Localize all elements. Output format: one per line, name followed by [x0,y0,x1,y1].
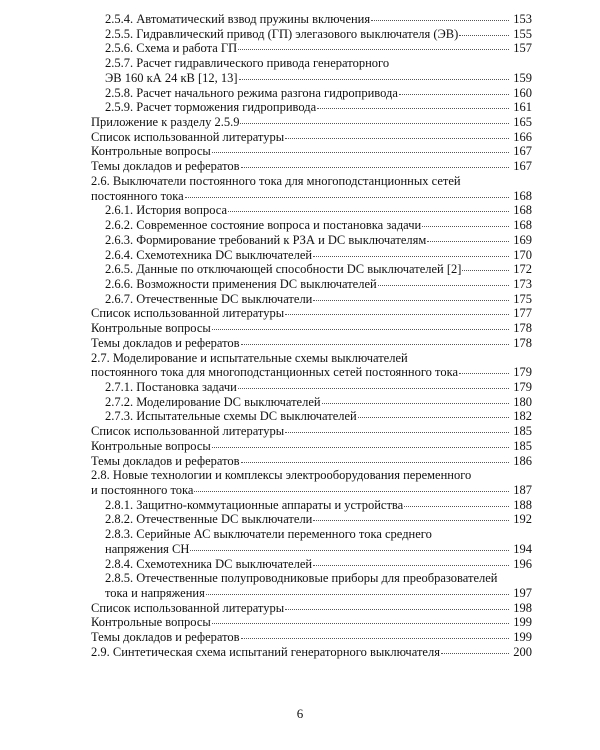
dot-leader [462,270,509,271]
toc-page-number: 160 [513,85,532,100]
dot-leader [212,329,509,330]
toc-page-number: 178 [513,335,532,350]
toc-entry-title: Темы докладов и рефератов [91,159,240,174]
toc-page-number: 155 [513,26,532,41]
toc-entry[interactable] [91,56,532,85]
dot-leader [285,138,509,139]
toc-entry-title: 2.7. Моделирование и испытательные схемы выключателей [91,350,408,365]
dot-leader [441,653,509,654]
toc-entry-title: 2.6.5. Данные по отключающей способности DC выключателей [2] [105,262,462,277]
dot-leader [285,314,509,315]
dot-leader [241,167,509,168]
toc-entry[interactable] [91,512,532,527]
toc-entry[interactable] [91,321,532,336]
toc-entry-title: 2.5.8. Расчет начального режима разгона гидропривода [105,85,398,100]
toc-page-number: 168 [513,218,532,233]
toc-page-number: 167 [513,144,532,159]
toc-entry[interactable] [91,645,532,660]
toc-entry[interactable] [91,615,532,630]
dot-leader [212,152,509,153]
toc-entry[interactable] [91,100,532,115]
toc-entry-title: 2.8.2. Отечественные DC выключатели [105,512,313,527]
toc-entry-title: 2.6.6. Возможности применения DC выключателей [105,276,377,291]
toc-page-number: 187 [513,483,532,497]
toc-entry-title: 2.7.2. Моделирование DC выключателей [105,394,321,409]
toc-entry-title: ЭВ 160 кА 24 кВ [12, 13] [105,70,238,85]
toc-page-number: 199 [513,630,532,645]
toc-entry-title: Контрольные вопросы [91,144,211,159]
dot-leader [228,211,509,212]
toc-entry-title: 2.6.7. Отечественные DC выключатели [105,291,313,306]
toc-entry-title: постоянного тока для многоподстанционных сетей постоянного тока [91,365,459,380]
toc-entry[interactable] [91,527,532,556]
dot-leader [194,491,509,492]
toc-page-number: 173 [513,276,532,291]
dot-leader [285,432,509,433]
toc-page-number: 168 [513,188,532,203]
toc-entry[interactable] [91,380,532,395]
toc-entry-title: 2.8.4. Схемотехника DC выключателей [105,556,313,571]
toc-page-number: 182 [513,409,532,424]
dot-leader [422,226,509,227]
toc-entry[interactable] [91,454,532,469]
toc-entry-title: Контрольные вопросы [91,615,211,630]
dot-leader [313,565,509,566]
dot-leader [212,623,509,624]
toc-entry[interactable] [91,439,532,454]
toc-entry[interactable] [91,144,532,159]
dot-leader [239,79,509,80]
dot-leader [185,197,509,198]
toc-page-number: 198 [513,600,532,615]
toc-entry-title: 2.5.7. Расчет гидравлического привода генераторного [105,56,390,71]
toc-page-number: 188 [513,497,532,512]
dot-leader [427,241,509,242]
toc-entry[interactable] [91,27,532,42]
toc-entry-title: 2.6.4. Схемотехника DC выключателей [105,247,313,262]
dot-leader [190,550,509,551]
toc-page-number: 161 [513,100,532,115]
toc-entry-title: 2.8.1. Защитно-коммутационные аппараты и устройства [105,497,404,512]
dot-leader [313,520,509,521]
dot-leader [238,388,509,389]
toc-entry[interactable] [91,395,532,410]
toc-entry[interactable] [91,468,532,497]
toc-entry[interactable] [91,203,532,218]
toc-page-number: 185 [513,438,532,453]
toc-entry-title: 2.7.1. Постановка задачи [105,379,237,394]
toc-entry-title: напряжения СН [105,541,190,556]
dot-leader [240,123,509,124]
toc-page-number: 194 [513,541,532,556]
toc-page-number: 175 [513,291,532,306]
toc-page-number: 153 [513,12,532,26]
toc-entry-title: 2.8. Новые технологии и комплексы электрооборудования переменного [91,468,472,483]
toc-entry[interactable] [91,159,532,174]
toc-entry-title: и постоянного тока [91,483,194,497]
toc-page-number: 180 [513,394,532,409]
dot-leader [317,108,509,109]
toc-entry-title: 2.7.3. Испытательные схемы DC выключателей [105,409,357,424]
dot-leader [404,506,509,507]
toc-entry[interactable] [91,601,532,616]
toc-page-number: 170 [513,247,532,262]
toc-entry-title: 2.6. Выключатели постоянного тока для многоподстанционных сетей [91,173,461,188]
toc-page-number: 179 [513,379,532,394]
toc-entry[interactable] [91,336,532,351]
dot-leader [459,35,509,36]
dot-leader [241,344,509,345]
toc-page-number: 178 [513,321,532,336]
toc-entry[interactable] [91,86,532,101]
toc-entry[interactable] [91,424,532,439]
toc-entry-title: постоянного тока [91,188,184,203]
toc-entry[interactable] [91,351,532,380]
toc-page-number: 179 [513,365,532,380]
toc-page-number: 199 [513,615,532,630]
toc-entry-title: Список использованной литературы [91,600,285,615]
toc-entry-title: 2.6.3. Формирование требований к РЗА и DC выключателям [105,232,427,247]
dot-leader [241,638,509,639]
dot-leader [371,20,509,21]
toc-page-number: 186 [513,453,532,468]
toc-entry[interactable] [91,233,532,248]
toc-page-number: 192 [513,512,532,527]
toc-entry[interactable] [91,498,532,513]
toc-entry[interactable] [91,277,532,292]
toc-entry-title: 2.5.6. Схема и работа ГП [105,41,238,56]
toc-entry[interactable] [91,41,532,56]
toc-entry-title: 2.5.9. Расчет торможения гидропривода [105,100,317,115]
dot-leader [212,447,509,448]
dot-leader [322,403,509,404]
toc-entry-title: Темы докладов и рефератов [91,630,240,645]
toc-entry-title: Приложение к разделу 2.5.9 [91,115,240,130]
toc-page-number: 200 [513,644,532,659]
dot-leader [206,594,509,595]
toc-entry-title: Контрольные вопросы [91,438,211,453]
toc-entry-title: Темы докладов и рефератов [91,453,240,468]
dot-leader [313,256,509,257]
toc-page-number: 166 [513,129,532,144]
page-number: 6 [296,706,304,721]
toc-entry[interactable] [91,571,532,600]
toc-entry[interactable] [91,292,532,307]
toc-entry-title: 2.6.1. История вопроса [105,203,228,218]
toc-page-number: 157 [513,41,532,56]
toc-page-number: 169 [513,232,532,247]
dot-leader [378,285,509,286]
dot-leader [238,49,509,50]
toc-page-number: 185 [513,424,532,439]
toc-entry[interactable] [91,12,532,27]
toc-entry[interactable] [91,306,532,321]
toc-page-number: 196 [513,556,532,571]
toc-page-number: 168 [513,203,532,218]
toc-page-number: 172 [513,262,532,277]
toc-entry-title: Список использованной литературы [91,424,285,439]
toc-entry-title: Список использованной литературы [91,306,285,321]
dot-leader [241,462,509,463]
dot-leader [358,417,509,418]
toc-entry-title: тока и напряжения [105,586,205,601]
toc-entry-title: Контрольные вопросы [91,321,211,336]
toc-entry[interactable] [91,174,532,203]
toc-entry[interactable] [91,115,532,130]
toc-entry-title: 2.8.5. Отечественные полупроводниковые приборы для преобразователей [105,571,498,586]
toc-entry-title: 2.9. Синтетическая схема испытаний генераторного выключателя [91,644,440,659]
toc-entry[interactable] [91,409,532,424]
toc-page-number: 167 [513,159,532,174]
toc-page-number: 197 [513,586,532,601]
toc-entry[interactable] [91,557,532,572]
toc-page-number: 177 [513,306,532,321]
toc-entry-title: Список использованной литературы [91,129,285,144]
toc-entry[interactable] [91,218,532,233]
dot-leader [399,94,509,95]
toc-page-number: 165 [513,115,532,130]
toc-entry[interactable] [91,130,532,145]
toc-entry[interactable] [91,630,532,645]
toc-entry-title: 2.5.5. Гидравлический привод (ГП) элегазового выключателя (ЭВ) [105,26,459,41]
toc-entry[interactable] [91,248,532,263]
dot-leader [285,609,509,610]
table-of-contents [91,12,532,660]
toc-entry-title: 2.5.4. Автоматический взвод пружины включения [105,12,371,26]
toc-page-number: 159 [513,70,532,85]
toc-entry[interactable] [91,262,532,277]
dot-leader [313,300,509,301]
toc-entry-title: 2.8.3. Серийные АС выключатели переменного тока среднего [105,527,432,542]
toc-entry-title: Темы докладов и рефератов [91,335,240,350]
toc-entry-title: 2.6.2. Современное состояние вопроса и постановка задачи [105,218,422,233]
dot-leader [459,373,509,374]
